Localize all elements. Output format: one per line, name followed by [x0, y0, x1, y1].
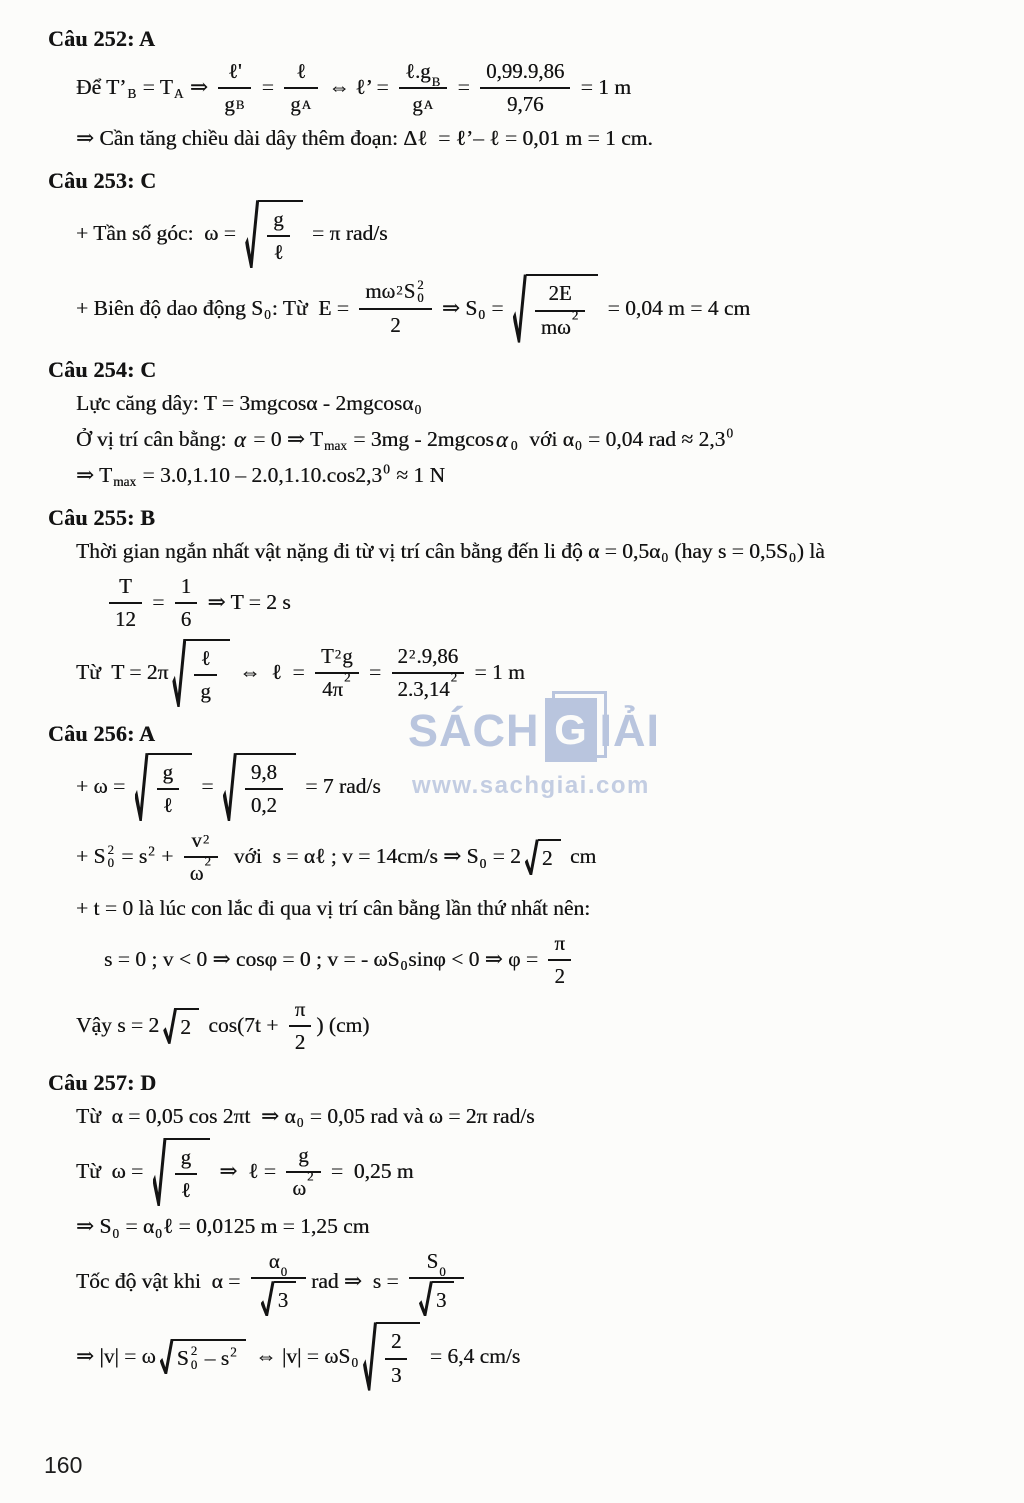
denominator	[184, 853, 218, 887]
superscript: 0	[383, 461, 390, 477]
text-run: = 1 m	[575, 75, 632, 100]
text-run: mω	[540, 314, 571, 339]
superscript: 2	[396, 282, 403, 298]
solution-line	[76, 996, 1006, 1056]
text-run: 9,8	[250, 760, 277, 785]
denominator	[175, 602, 197, 633]
denominator	[409, 1277, 464, 1316]
solution-line	[76, 753, 1006, 821]
section-heading: Câu 253: C	[48, 168, 157, 194]
radical-icon	[223, 753, 237, 821]
square-root	[172, 639, 229, 707]
text-run: + Tần số góc: ω =	[76, 221, 242, 246]
text-run: 0,99.9,86	[486, 59, 565, 83]
text-run: 0,2	[250, 793, 277, 818]
radical-icon	[419, 1281, 433, 1316]
text-run: ω	[189, 861, 204, 886]
text-run: π	[294, 996, 306, 1021]
text-run: S	[426, 1249, 439, 1274]
subscript: A	[173, 86, 184, 102]
superscript: 2	[450, 669, 458, 685]
text-run: rad ⇒ s =	[311, 1269, 404, 1294]
superscript: 2	[148, 843, 155, 859]
text-run: = 0,04 rad ≈ 2,3	[582, 426, 726, 451]
text-run: ℓ	[180, 1178, 191, 1203]
text-run: ⇒	[184, 75, 214, 100]
subscript: A	[301, 96, 311, 112]
subscript: 0	[510, 437, 518, 453]
text-run: = 3mg - 2mgcos	[347, 426, 494, 451]
text-run: 3	[435, 1288, 447, 1313]
solution-line	[76, 389, 1006, 419]
radical-icon	[135, 753, 149, 821]
subscript: 0	[400, 957, 408, 973]
text-run: g	[298, 1142, 309, 1167]
numerator	[175, 573, 197, 602]
fraction	[399, 58, 447, 118]
square-root	[513, 274, 598, 342]
text-run: = 6,4 cm/s	[424, 1343, 521, 1368]
section-cau-255	[48, 505, 1006, 707]
text-run: π	[554, 930, 565, 955]
text-run: 2	[541, 846, 553, 871]
text-run: với α	[518, 426, 574, 451]
numerator	[315, 643, 359, 672]
numerator	[409, 1248, 464, 1280]
text-run: ) (cm)	[316, 1012, 370, 1037]
subscript: 0	[351, 1354, 359, 1370]
denominator	[157, 788, 179, 819]
fraction	[267, 206, 289, 266]
section-heading: Câu 254: C	[48, 356, 157, 382]
text-run: g	[290, 92, 301, 117]
radical-icon	[172, 639, 186, 707]
denominator	[267, 235, 289, 266]
text-run: ⇔ ℓ =	[233, 660, 310, 685]
subscript: 0	[112, 1225, 120, 1241]
square-root	[153, 1138, 210, 1206]
text-run: .9,86	[416, 643, 459, 668]
text-run: ℓ.g	[404, 59, 431, 83]
fraction	[175, 1144, 197, 1204]
text-run: 1	[180, 573, 192, 598]
text-run: = 1 m	[469, 660, 525, 685]
square-root	[163, 1008, 199, 1044]
text-run: Vậy s = 2	[76, 1012, 160, 1037]
square-root	[363, 1322, 420, 1390]
text-run: S	[403, 279, 416, 304]
text-run: T	[320, 643, 334, 668]
radicand	[176, 1008, 199, 1044]
subscript: 0	[414, 401, 422, 417]
radicand	[236, 753, 296, 821]
numerator	[194, 645, 216, 674]
fraction	[548, 930, 571, 990]
sup-sub-stack	[107, 844, 113, 871]
solution-line	[76, 274, 1006, 342]
text-run: =	[256, 75, 280, 100]
denominator	[315, 669, 359, 703]
denominator	[218, 87, 251, 118]
text-run: 2	[294, 1029, 306, 1054]
fraction	[289, 996, 312, 1056]
text-run: g	[224, 92, 235, 117]
section-cau-257	[48, 1070, 1006, 1391]
fraction	[251, 1248, 306, 1316]
denominator	[284, 87, 318, 118]
text-run: cos(7t +	[202, 1012, 284, 1037]
numerator	[157, 759, 179, 788]
text-run: 4π	[322, 676, 344, 701]
text-run: ⇒ ℓ =	[213, 1159, 282, 1184]
subscript: 0	[264, 306, 271, 322]
text-run: = 7 rad/s	[299, 774, 381, 799]
subscript: 0	[280, 1264, 288, 1280]
text-run: Ở vị trí cân bằng:	[76, 426, 232, 451]
numerator	[251, 1248, 306, 1280]
subscript: B	[235, 96, 245, 112]
radicand	[432, 1281, 454, 1316]
numerator	[245, 759, 283, 788]
solution-line	[76, 537, 1006, 567]
solution-line	[76, 827, 1006, 887]
page-number: 160	[44, 1452, 83, 1478]
solution-line	[76, 425, 1006, 455]
denominator	[194, 674, 216, 705]
superscript: 2	[408, 646, 416, 662]
text-run: ℓ = 0,0125 m = 1,25 cm	[162, 1214, 370, 1239]
square-root	[419, 1281, 454, 1316]
text-run: = 0,04 m = 4 cm	[602, 295, 751, 320]
text-run: cm	[564, 844, 597, 869]
numerator	[218, 58, 251, 87]
text-run: ℓ	[162, 793, 173, 818]
sup-sub-stack	[191, 1345, 197, 1372]
stack-sup: 2	[107, 842, 114, 857]
text-run: ℓ	[273, 240, 284, 265]
fraction	[359, 278, 431, 338]
text-run: = 2	[487, 844, 521, 869]
numerator	[385, 1328, 407, 1357]
section-cau-254	[48, 357, 1006, 491]
text-run: 3	[277, 1288, 289, 1313]
text-run: ℓ	[200, 645, 211, 670]
solution-line	[76, 1322, 1006, 1390]
numerator	[109, 573, 142, 602]
text-run: =	[195, 774, 219, 799]
numerator	[286, 1142, 320, 1171]
text-run: ⇒ T = 2 s	[202, 589, 291, 614]
text-run: Từ α = 0,05 cos 2πt ⇒ α	[76, 1104, 296, 1128]
text-run: g	[180, 1144, 191, 1169]
text-run: v	[191, 828, 202, 853]
text-run: – s	[199, 1345, 230, 1370]
text-run: ⇔ |v| = ωS	[249, 1343, 351, 1368]
text-run: s = 0 ; v < 0 ⇒ cosφ = 0 ; v = - ωS	[104, 946, 400, 971]
solution-line	[76, 894, 1006, 924]
text-run: g	[162, 760, 173, 785]
stack-sub: 0	[417, 291, 424, 306]
text-run: ⇒ |v| = ω	[76, 1343, 156, 1368]
numerator	[289, 996, 312, 1025]
watermark-url: www.sachgiai.com	[412, 772, 650, 799]
numerator	[284, 58, 318, 87]
text-run: : Từ E =	[271, 295, 355, 320]
text-run: = 3.0,1.10 – 2.0,1.10.cos2,3	[137, 462, 383, 487]
fraction	[284, 58, 318, 118]
fraction	[175, 573, 197, 633]
denominator	[289, 1025, 312, 1056]
subscript: max	[113, 473, 137, 489]
text-run: ⇒ S	[76, 1214, 112, 1239]
text-run: Lực căng dây: T = 3mgcosα - 2mgcosα	[76, 390, 414, 415]
section-heading: Câu 256: A	[48, 721, 156, 747]
radicand	[274, 1281, 296, 1316]
subscript: 0	[574, 437, 582, 453]
square-root	[525, 839, 561, 875]
section-heading: Câu 252: A	[48, 26, 156, 51]
denominator	[109, 602, 142, 633]
text-run: T	[119, 573, 132, 598]
fraction	[194, 645, 216, 705]
superscript: 2	[204, 853, 211, 869]
solution-line	[76, 58, 1006, 118]
fraction	[245, 759, 283, 819]
section-heading: Câu 255: B	[48, 504, 156, 530]
square-root	[261, 1281, 296, 1316]
square-root	[223, 753, 296, 821]
text-run: 2.3,14	[397, 676, 450, 701]
text-run: α	[268, 1249, 280, 1274]
stack-sup: 2	[190, 1343, 198, 1358]
subscript: A	[423, 96, 433, 112]
fraction	[535, 280, 585, 340]
denominator	[245, 788, 283, 819]
italic-run: α	[233, 426, 246, 452]
radical-icon	[261, 1281, 275, 1316]
text-run: + S	[76, 844, 106, 869]
text-run: ⇒ T	[76, 462, 113, 487]
radicand	[166, 1138, 210, 1206]
text-run: 2	[397, 643, 408, 668]
subscript: 0	[789, 549, 796, 565]
radicand	[148, 753, 192, 821]
text-run: 2	[554, 963, 565, 988]
subscript: B	[127, 86, 137, 102]
text-run: = 0 ⇒ T	[247, 426, 323, 451]
text-run: (hay s = 0,5S	[668, 538, 789, 563]
subscript: 0	[296, 1115, 304, 1131]
fraction	[385, 1328, 407, 1388]
solution-line	[76, 200, 1006, 268]
denominator	[535, 307, 585, 341]
radicand	[185, 639, 229, 707]
text-run: 3	[391, 1362, 402, 1387]
stack-sub: 0	[107, 856, 114, 871]
subscript: 0	[661, 549, 668, 565]
subscript: 0	[478, 306, 485, 322]
watermark-brand-left: SÁCH	[408, 704, 540, 756]
sup-sub-stack	[417, 279, 423, 305]
numerator	[535, 280, 585, 309]
section-cau-252	[48, 26, 1006, 154]
watermark-logo-letter: G	[554, 706, 587, 753]
stack-sub: 0	[190, 1357, 198, 1372]
solution-line	[76, 639, 1006, 707]
text-run: g	[412, 92, 423, 117]
superscript: 2	[334, 646, 342, 662]
radicand	[376, 1322, 420, 1390]
superscript: 2	[344, 669, 351, 685]
numerator	[184, 827, 218, 856]
denominator	[392, 669, 465, 703]
fraction	[157, 759, 179, 819]
numerator	[548, 930, 571, 959]
text-run: g	[200, 678, 211, 703]
radical-icon	[163, 1008, 177, 1044]
text-run: g	[273, 207, 284, 232]
square-root	[135, 753, 192, 821]
text-run: ω	[292, 1176, 307, 1201]
text-run: =	[485, 295, 509, 320]
text-run: 6	[180, 606, 192, 631]
square-root	[245, 200, 302, 268]
text-run: =	[146, 589, 170, 614]
denominator	[286, 1168, 320, 1202]
stack-sup: 2	[417, 278, 424, 293]
text-run: ≈ 1 N	[390, 462, 446, 487]
text-run: S	[176, 1345, 189, 1370]
text-run: 2	[180, 1014, 191, 1039]
text-run: = T	[137, 75, 173, 100]
text-run: ⇒ S	[436, 295, 478, 320]
fraction	[480, 58, 570, 118]
radical-icon	[525, 839, 539, 875]
denominator	[175, 1173, 197, 1204]
radicand	[173, 1339, 246, 1375]
text-run: = 0,25 m	[325, 1159, 414, 1184]
text-run: + t = 0 là lúc con lắc đi qua vị trí cân bằng lần thứ nhất nên:	[76, 895, 591, 920]
radicand	[526, 274, 598, 342]
radicand	[258, 200, 302, 268]
solution-line	[76, 461, 1006, 491]
text-run: 2E	[548, 281, 572, 306]
fraction	[109, 573, 142, 633]
text-run: ⇒ Cần tăng chiều dài dây thêm đoạn: Δℓ = ℓ’– ℓ = 0,01 m = 1 cm.	[76, 126, 653, 151]
solution-line	[76, 1212, 1006, 1242]
denominator	[548, 959, 571, 990]
section-cau-253	[48, 168, 1006, 342]
text-run: = π rad/s	[306, 221, 388, 246]
section-heading: Câu 257: D	[48, 1069, 157, 1095]
subscript: B	[431, 74, 441, 90]
text-run: ⇔ ℓ’ =	[322, 75, 394, 100]
fraction	[286, 1142, 320, 1202]
text-run: 2	[391, 1329, 402, 1354]
fraction	[409, 1248, 464, 1316]
solution-line	[76, 124, 1006, 154]
text-run: = 0,05 rad và ω = 2π rad/s	[304, 1104, 535, 1128]
numerator	[267, 206, 289, 235]
text-run: ℓ	[296, 59, 307, 83]
text-run: mω	[365, 279, 396, 304]
subscript: 0	[155, 1225, 162, 1241]
superscript: 2	[571, 307, 579, 323]
numerator	[399, 58, 447, 90]
radical-icon	[160, 1339, 174, 1375]
text-run: 2	[390, 312, 401, 337]
radical-icon	[153, 1138, 167, 1206]
denominator	[385, 1358, 407, 1389]
superscript: 2	[202, 831, 210, 847]
fraction	[392, 643, 465, 703]
numerator	[392, 643, 465, 672]
denominator	[359, 308, 431, 339]
fraction	[315, 643, 359, 703]
numerator	[480, 58, 570, 87]
denominator	[480, 87, 570, 118]
denominator	[251, 1277, 306, 1316]
superscript: 2	[230, 1344, 237, 1360]
text-run: =	[452, 75, 476, 100]
fraction	[184, 827, 218, 887]
numerator	[359, 278, 431, 307]
text-run: +	[155, 844, 179, 869]
text-run: Từ T = 2π	[76, 660, 169, 685]
solution-line	[76, 1102, 1006, 1132]
text-run: Tốc độ vật khi α =	[76, 1269, 246, 1294]
text-run: Thời gian ngắn nhất vật nặng đi từ vị trí cân bằng đến li độ α = 0,5α	[76, 538, 661, 563]
radical-icon	[513, 274, 527, 342]
numerator	[175, 1144, 197, 1173]
text-run: 9,76	[506, 92, 544, 117]
superscript: 0	[726, 425, 734, 441]
solution-line	[104, 930, 1006, 990]
watermark-brand-right: IẢI	[599, 704, 661, 756]
subscript: 0	[439, 1264, 446, 1280]
solution-line	[76, 1138, 1006, 1206]
section-cau-256	[48, 721, 1006, 1056]
subscript: max	[323, 437, 347, 453]
radical-icon	[245, 200, 259, 268]
text-run: Từ ω =	[76, 1159, 149, 1184]
text-run: ℓ'	[227, 59, 242, 83]
solution-line	[104, 573, 1006, 633]
text-run: = α	[120, 1214, 155, 1239]
denominator	[399, 87, 447, 118]
text-run: + ω =	[76, 774, 131, 799]
text-run: 12	[115, 606, 136, 631]
text-run: + Biên độ dao động S	[76, 295, 264, 320]
solution-line	[76, 1248, 1006, 1316]
italic-run: α	[495, 426, 508, 452]
text-run: = s	[115, 844, 148, 869]
text-run: với s = αℓ ; v = 14cm/s ⇒ S	[222, 844, 479, 869]
text-run: Để T’	[76, 75, 127, 100]
fraction	[218, 58, 251, 118]
text-run: g	[342, 643, 353, 668]
text-run: =	[363, 660, 387, 685]
text-run: sinφ < 0 ⇒ φ =	[408, 946, 544, 971]
radicand	[538, 839, 561, 875]
square-root	[160, 1339, 246, 1375]
radical-icon	[363, 1322, 377, 1390]
superscript: 2	[307, 1168, 314, 1184]
text-run: ) là	[796, 538, 825, 563]
subscript: 0	[479, 855, 487, 871]
